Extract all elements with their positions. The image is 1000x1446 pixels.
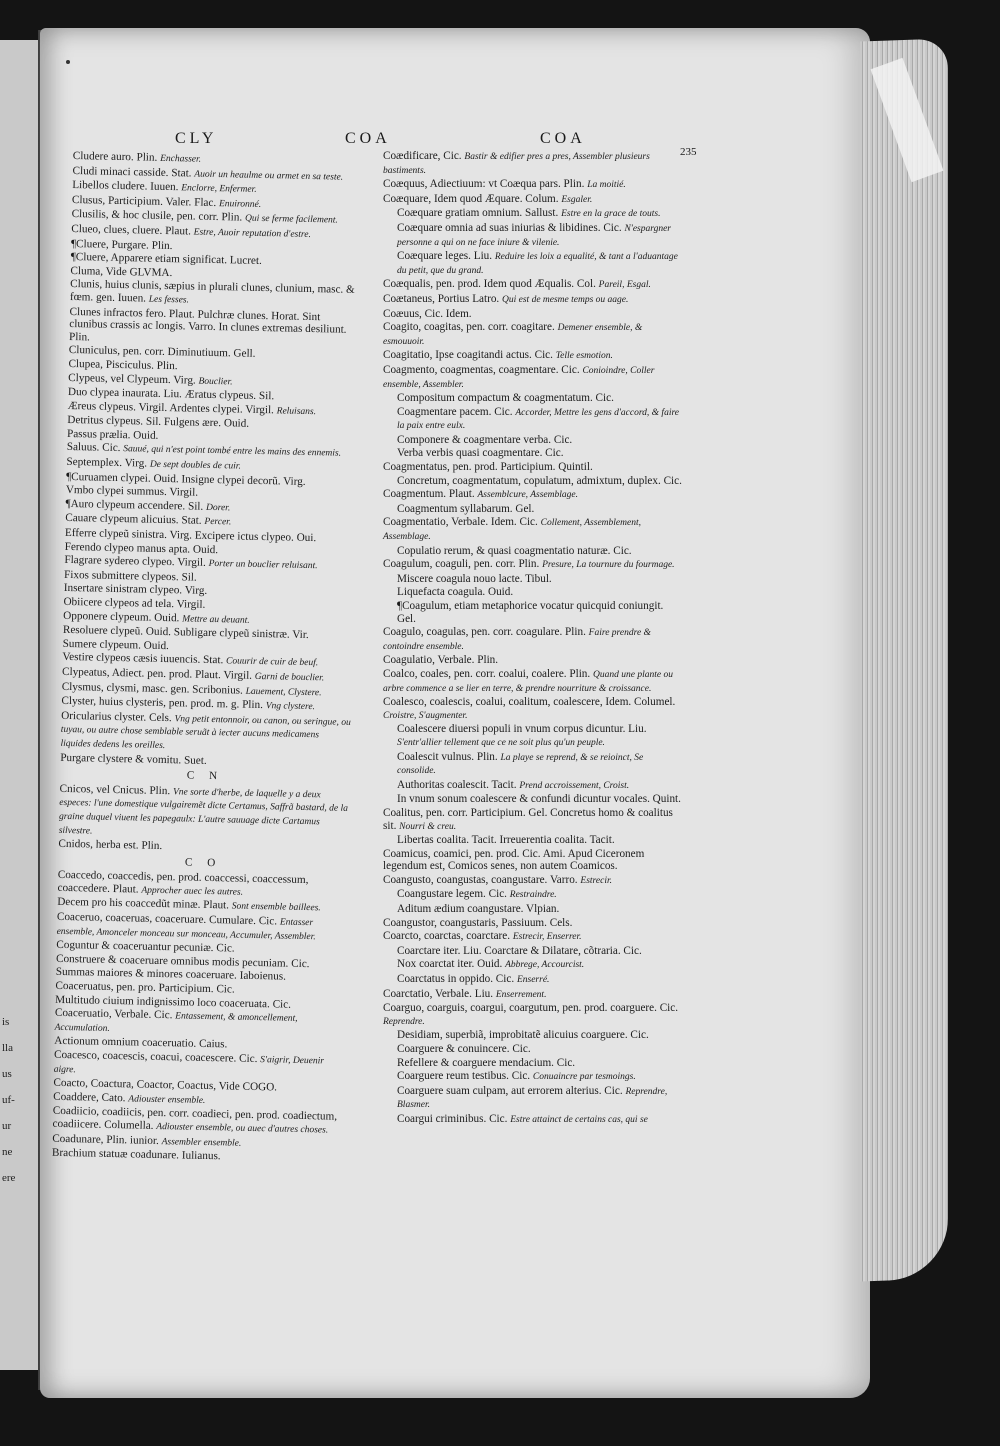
dictionary-entry: [383, 1029, 683, 1042]
entry-latin-text: Resoluere clypeũ. Ouid. Subligare clypeũ sinistræ. Vir.: [62, 624, 309, 642]
entry-latin-text: Coaceruatio, Verbale. Cic.: [54, 1007, 176, 1022]
facing-page-fragment: lla: [2, 1042, 13, 1054]
entry-latin-text: C O: [184, 856, 222, 869]
entry-latin-text: Coangustare legem. Cic.: [397, 888, 510, 901]
entry-latin-text: Coæuus, Cic. Idem.: [383, 307, 472, 320]
entry-french-gloss: Reduire les loix a equalité, & tant a l'aduantage du petit, que du grand.: [397, 252, 678, 276]
entry-latin-text: Clusus, Participium. Valer. Flac.: [71, 193, 220, 209]
entry-french-gloss: Quand une plante ou arbre commence a se lier en terre, & prendre nourriture & croissance.: [383, 669, 673, 694]
entry-latin-text: Sumere clypeum. Ouid.: [62, 637, 170, 652]
entry-latin-text: Cauare clypeum alicuius. Stat.: [65, 512, 205, 528]
entry-latin-text: Coamicus, coamici, pen. prod. Cic. Ami. Apud Ciceronem legendum est, Comicos senes, non autem Coamicos.: [383, 847, 645, 873]
entry-latin-text: Coæquare leges. Liu.: [397, 250, 495, 263]
entry-latin-text: Coagitatio, Ipse coagitandi actus. Cic.: [383, 349, 556, 362]
entry-latin-text: Clypeus, vel Clypeum. Virg.: [68, 371, 199, 387]
entry-latin-text: Coacesco, coacescis, coacui, coacescere. Cic.: [53, 1048, 261, 1066]
entry-french-gloss: La playe se reprend, & se reioinct, Se consolide.: [397, 752, 644, 777]
entry-french-gloss: Reprendre.: [383, 1016, 425, 1027]
entry-french-gloss: Estre en la grace de touts.: [561, 209, 661, 220]
entry-french-gloss: Mettre au deuant.: [182, 613, 250, 626]
running-header-right: COA: [540, 130, 586, 147]
entry-french-gloss: Estrecir.: [580, 875, 612, 886]
entry-latin-text: Clypeatus, Adiect. pen. prod. Plaut. Virgil.: [61, 665, 255, 682]
dictionary-entry: [383, 516, 683, 543]
entry-latin-text: Coagulum, coaguli, pen. corr. Plin.: [383, 558, 543, 571]
entry-latin-text: Coæqualis, pen. prod. Idem quod Æqualis. Col.: [383, 278, 599, 291]
dictionary-entry: [383, 349, 683, 363]
facing-page-fragment: uf-: [2, 1094, 15, 1106]
entry-latin-text: ¶Auro clypeum accendere. Sil.: [65, 497, 207, 513]
dictionary-entry: [383, 888, 683, 902]
dictionary-entry: [383, 1043, 683, 1056]
entry-latin-text: Concretum, coagmentatum, copulatum, admixtum, duplex. Cic.: [397, 474, 682, 487]
entry-french-gloss: N'espargner personne a qui on ne face iniure & vilenie.: [397, 223, 671, 248]
entry-french-gloss: Conioindre, Coller ensemble, Assembler.: [383, 365, 655, 390]
entry-latin-text: Clusilis, & hoc clusile, pen. corr. Plin.: [71, 208, 246, 224]
entry-french-gloss: Adiouster ensemble.: [128, 1094, 206, 1106]
facing-page-fragments: [2, 1015, 15, 1197]
facing-page-fragment: ere: [2, 1172, 16, 1184]
entry-french-gloss: Assemblcure, Assemblage.: [477, 490, 578, 501]
entry-latin-text: Purgare clystere & vomitu. Suet.: [60, 751, 207, 767]
entry-latin-text: Multitudo ciuium indignissimo loco coaceruata. Cic.: [55, 993, 292, 1011]
facing-page-fragment: us: [2, 1068, 12, 1080]
entry-latin-text: Vmbo clypei summus. Virgil.: [65, 484, 199, 499]
entry-latin-text: Coæquare, Idem quod Æquare. Colum.: [383, 192, 562, 205]
entry-french-gloss: Enserré.: [516, 975, 550, 986]
dictionary-entry: [383, 558, 683, 572]
dictionary-entry: [383, 364, 683, 391]
left-column: [52, 150, 363, 1167]
entry-french-gloss: Telle esmotion.: [555, 351, 613, 362]
entry-french-gloss: Les fesses.: [148, 294, 190, 306]
dictionary-entry: [383, 988, 683, 1002]
dictionary-entry: [383, 696, 683, 722]
entry-latin-text: Coætaneus, Portius Latro.: [383, 292, 503, 305]
entry-french-gloss: Prend accroissement, Croist.: [519, 780, 630, 791]
dictionary-entry: [69, 305, 360, 349]
dictionary-entry: [383, 834, 683, 847]
dictionary-entry: [383, 150, 683, 177]
entry-latin-text: Coalescere diuersi populi in vnum corpus dicuntur. Liu.: [397, 723, 647, 736]
facing-page-fragment: ne: [2, 1146, 13, 1158]
entry-latin-text: Clyster, huius clysteris, pen. prod. m. g. Plin.: [61, 695, 266, 712]
entry-latin-text: Fixos submittere clypeos. Sil.: [63, 568, 197, 584]
entry-latin-text: C N: [186, 769, 224, 783]
entry-latin-text: Oricularius clyster. Cels.: [61, 709, 175, 724]
entry-french-gloss: Approcher auec les autres.: [141, 885, 244, 898]
entry-latin-text: Coangusto, coangustas, coangustare. Varro.: [383, 873, 581, 886]
entry-french-gloss: Sont ensemble baillees.: [231, 901, 321, 914]
entry-latin-text: Coarguo, coarguis, coargui, coargutum, pen. prod. coarguere. Cic.: [383, 1002, 679, 1015]
dictionary-entry: [383, 308, 683, 321]
dictionary-entry: [383, 973, 683, 987]
entry-french-gloss: Estre, Auoir reputation d'estre.: [193, 227, 311, 240]
entry-latin-text: Coacto, Coactura, Coactor, Coactus, Vide COGO.: [53, 1076, 278, 1094]
entry-latin-text: Coarctatio, Verbale. Liu.: [383, 987, 496, 1000]
running-header-left: CLY: [175, 130, 218, 147]
entry-latin-text: Coagito, coagitas, pen. corr. coagitare.: [383, 321, 558, 334]
entry-french-gloss: Reluisans.: [276, 406, 317, 417]
entry-french-gloss: Conuaincre par tesmoings.: [532, 1072, 636, 1083]
entry-french-gloss: Vne sorte d'herbe, de laquelle y a deux especes: l'une domestique vulgairemẽt dicte Certamus, Saffrã bastard, de la graine duquel viuent les papegaulx: L'autre sauuage dicte Cartamus silvestre.: [58, 786, 349, 837]
dictionary-entry: [59, 783, 350, 843]
entry-latin-text: Clupea, Pisciculus. Plin.: [68, 357, 178, 373]
entry-latin-text: Coagmentum syllabarum. Gel.: [397, 502, 535, 515]
dictionary-entry: [383, 503, 683, 516]
entry-latin-text: Summas maiores & minores coaceruare. Iaboienus.: [55, 966, 287, 984]
entry-latin-text: Coaddere, Cato.: [53, 1090, 129, 1105]
entry-french-gloss: Entasser ensemble, Amonceler monceau sur monceau, Accumuler, Assembler.: [56, 917, 316, 942]
dictionary-entry: [383, 958, 683, 972]
dictionary-entry: [383, 600, 683, 625]
dictionary-entry: [383, 874, 683, 888]
entry-latin-text: Coaceruatus, pen. pro. Participium. Cic.: [55, 979, 235, 996]
dictionary-entry: [383, 222, 683, 249]
entry-french-gloss: Bastir & edifier pres a pres, Assembler plusieurs bastiments.: [383, 152, 650, 176]
dictionary-entry: [383, 848, 683, 873]
entry-latin-text: Coagmento, coagmentas, coagmentare. Cic.: [383, 363, 583, 376]
entry-latin-text: ¶Curuamen clypei. Ouid. Insigne clypei decorũ. Virg.: [66, 470, 306, 488]
entry-french-gloss: Estrecir, Enserrer.: [512, 932, 582, 943]
dictionary-entry: [383, 207, 683, 221]
entry-latin-text: Coagmentare pacem. Cic.: [397, 405, 516, 418]
dictionary-entry: [383, 475, 683, 488]
entry-french-gloss: Enuironné.: [218, 198, 262, 210]
entry-latin-text: Actionum omnium coaceruatio. Caius.: [54, 1035, 228, 1051]
dictionary-entry: [383, 807, 683, 833]
entry-french-gloss: Dorer.: [205, 502, 231, 514]
entry-french-gloss: De sept doubles de cuir.: [149, 459, 241, 472]
entry-french-gloss: Percer.: [204, 517, 232, 528]
entry-latin-text: Coagmentatio, Verbale. Idem. Cic.: [383, 516, 541, 529]
entry-latin-text: Coæquare omnia ad suas iniurias & libidines. Cic.: [397, 221, 625, 234]
entry-latin-text: Flagrare sydereo clypeo. Virgil.: [64, 554, 209, 570]
ink-dot: [66, 60, 70, 64]
entry-latin-text: Obiicere clypeos ad tela. Virgil.: [63, 595, 206, 611]
entry-french-gloss: Reprendre, Blasmer.: [397, 1086, 668, 1111]
entry-latin-text: Coarguere reum testibus. Cic.: [397, 1070, 533, 1083]
entry-french-gloss: Enclorre, Enfermer.: [181, 183, 257, 196]
running-header-middle: COA: [345, 130, 391, 147]
entry-latin-text: Coguntur & coaceruantur pecuniæ. Cic.: [56, 939, 235, 955]
entry-latin-text: Cludi minaci casside. Stat.: [72, 164, 195, 180]
entry-latin-text: Cluma, Vide GLVMA.: [70, 264, 173, 279]
facing-page-fragment: is: [2, 1016, 10, 1028]
dictionary-entry: [383, 1070, 683, 1084]
dictionary-entry: [383, 461, 683, 474]
entry-french-gloss: Presure, La tournure du fourmage.: [542, 560, 675, 571]
entry-french-gloss: Porter un bouclier reluisant.: [208, 559, 318, 572]
entry-latin-text: Coæquare gratiam omnium. Sallust.: [397, 207, 562, 220]
dictionary-entry: [383, 193, 683, 207]
entry-french-gloss: Bouclier.: [198, 376, 233, 387]
dictionary-entry: [383, 1085, 683, 1112]
entry-latin-text: Coalco, coales, pen. corr. coalui, coalere. Plin.: [383, 667, 593, 680]
entry-latin-text: ¶Cluere, Purgare. Plin.: [70, 237, 173, 252]
dictionary-entry: [383, 392, 683, 405]
entry-latin-text: ¶Cluere, Apparere etiam significat. Lucret.: [70, 251, 262, 268]
page-block-edge: [860, 38, 948, 1281]
entry-latin-text: Septemplex. Virg.: [66, 455, 151, 470]
entry-latin-text: Coarcto, coarctas, coarctare.: [383, 930, 513, 943]
entry-french-gloss: Nourri & creu.: [399, 821, 457, 832]
entry-latin-text: Decem pro his coaccedũt minæ. Plaut.: [57, 896, 232, 912]
entry-french-gloss: Faire prendre & contoindre ensemble.: [383, 628, 651, 652]
entry-latin-text: Duo clypea inaurata. Liu. Æratus clypeus. Sil.: [67, 386, 275, 403]
dictionary-entry: [383, 1113, 683, 1127]
entry-latin-text: Clueo, clues, cluere. Plaut.: [71, 222, 194, 238]
entry-french-gloss: Restraindre.: [509, 890, 557, 901]
dictionary-entry: [383, 917, 683, 930]
entry-latin-text: Coalesco, coalescis, coalui, coalitum, coalescere, Idem. Columel.: [383, 696, 676, 709]
dictionary-entry: [383, 178, 683, 192]
entry-latin-text: Coarctatus in oppido. Cic.: [397, 973, 517, 986]
entry-latin-text: Coadiicio, coadiicis, pen. corr. coadieci, pen. prod. coadiectum, coadiicere. Columella.: [52, 1105, 338, 1132]
entry-french-gloss: Auoir un heaulme ou armet en sa teste.: [194, 169, 344, 183]
page-number: 235: [680, 146, 697, 158]
dictionary-entry: [383, 626, 683, 653]
entry-latin-text: Componere & coagmentare verba. Cic.: [397, 433, 573, 446]
dictionary-entry: [383, 278, 683, 292]
entry-french-gloss: Accorder, Mettre les gens d'accord, & faire la paix entre eulx.: [397, 407, 680, 432]
dictionary-entry: [383, 751, 683, 778]
dictionary-entry: [383, 488, 683, 502]
entry-latin-text: Libellos cludere. Iuuen.: [72, 179, 182, 194]
dictionary-entry: [383, 406, 683, 433]
entry-french-gloss: Vng petit entonnoir, ou canon, ou seringue, ou tuyau, ou autre chose semblable seruãt à iecter aucuns medicamens liquides dedens les oreilles.: [60, 714, 351, 751]
entry-latin-text: In vnum sonum coalescere & confundi dicuntur vocales. Quint.: [397, 793, 681, 806]
entry-latin-text: Coarctare iter. Liu. Coarctare & Dilatare, cõtraria. Cic.: [397, 944, 642, 957]
entry-latin-text: Brachium statuæ coadunare. Iulianus.: [51, 1146, 221, 1163]
entry-latin-text: Coadunare, Plin. iunior.: [52, 1132, 162, 1147]
entry-latin-text: Efferre clypeũ sinistra. Virg. Excipere ictus clypeo. Oui.: [64, 526, 317, 545]
entry-latin-text: Saluus. Cic.: [66, 441, 124, 455]
entry-french-gloss: S'aigrir, Deuenir aigre.: [53, 1055, 325, 1075]
entry-latin-text: Coaccedo, coaccedis, pen. prod. coaccessi, coaccessum, coaccedere. Plaut.: [57, 869, 309, 896]
entry-latin-text: Cludere auro. Plin.: [72, 150, 161, 164]
dictionary-entry: [383, 1057, 683, 1070]
entry-french-gloss: Estre attainct de certains cas, qui se: [510, 1114, 648, 1125]
dictionary-entry: [383, 545, 683, 558]
dictionary-entry: [383, 586, 683, 599]
dictionary-entry: [383, 293, 683, 307]
entry-french-gloss: Adiouster ensemble, ou auec d'autres choses.: [156, 1121, 329, 1136]
facing-page-fragment: ur: [2, 1120, 12, 1132]
dictionary-entry: [383, 903, 683, 916]
entry-latin-text: Copulatio rerum, & quasi coagmentatio naturæ. Cic.: [397, 544, 632, 557]
dictionary-entry: [383, 930, 683, 944]
entry-french-gloss: Couurir de cuir de beuf.: [225, 656, 319, 669]
entry-latin-text: Authoritas coalescit. Tacit.: [397, 778, 520, 791]
entry-french-gloss: La moitié.: [587, 180, 626, 191]
entry-latin-text: Coarguere & conuincere. Cic.: [397, 1043, 531, 1055]
dictionary-entry: [383, 1002, 683, 1028]
entry-french-gloss: Demener ensemble, & esmouuoir.: [383, 323, 643, 347]
entry-latin-text: Coarguere suam culpam, aut errorem alterius. Cic.: [397, 1084, 626, 1097]
entry-latin-text: Detritus clypeus. Sil. Fulgens ære. Ouid.: [67, 414, 250, 431]
entry-latin-text: Coagulatio, Verbale. Plin.: [383, 654, 499, 667]
entry-french-gloss: Pareil, Esgal.: [598, 280, 651, 291]
entry-latin-text: Vestire clypeos cæsis iuuencis. Stat.: [62, 651, 227, 667]
entry-latin-text: Coagmentum. Plaut.: [383, 488, 478, 501]
entry-latin-text: Clysmus, clysmi, masc. gen. Scribonius.: [61, 680, 246, 697]
right-column: [383, 150, 683, 1128]
dictionary-entry: [383, 321, 683, 348]
dictionary-entry: [383, 779, 683, 793]
entry-french-gloss: Collement, Assemblement, Assemblage.: [383, 518, 641, 543]
dictionary-entry: [383, 668, 683, 695]
entry-latin-text: Libertas coalita. Tacit. Irreuerentia coalita. Tacit.: [397, 834, 615, 847]
entry-latin-text: Opponere clypeum. Ouid.: [63, 609, 183, 624]
entry-latin-text: Coædificare, Cic.: [383, 150, 465, 162]
entry-latin-text: Coangustor, coangustaris, Passiuum. Cels.: [383, 916, 573, 929]
entry-latin-text: Cnidos, herba est. Plin.: [58, 837, 163, 853]
entry-latin-text: Coagmentatus, pen. prod. Participium. Quintil.: [383, 461, 593, 474]
entry-latin-text: Coagulo, coagulas, pen. corr. coagulare. Plin.: [383, 626, 589, 639]
entry-french-gloss: Garni de bouclier.: [254, 671, 325, 684]
entry-latin-text: Coalescit vulnus. Plin.: [397, 750, 501, 763]
entry-latin-text: Verba verbis quasi coagmentare. Cic.: [397, 447, 564, 460]
entry-latin-text: Cluniculus, pen. corr. Diminutiuum. Gell.: [68, 344, 256, 361]
entry-french-gloss: Entassement, & amoncellement, Accumulation.: [54, 1011, 298, 1034]
dictionary-entry: [383, 654, 683, 667]
entry-latin-text: Construere & coaceruare omnibus modis pecuniam. Cic.: [55, 952, 310, 970]
entry-latin-text: Miscere coagula nouo lacte. Tibul.: [397, 572, 552, 585]
entry-french-gloss: S'entr'allier tellement que ce ne soit plus qu'un peuple.: [397, 737, 605, 748]
entry-latin-text: Refellere & coarguere mendacium. Cic.: [397, 1056, 576, 1069]
dictionary-entry: [383, 945, 683, 958]
dictionary-entry: [60, 710, 351, 757]
entry-latin-text: Clunis, huius clunis, sæpius in plurali clunes, clunium, masc. & fœm. gen. Iuuen.: [69, 278, 355, 305]
entry-french-gloss: Croistre, S'augmenter.: [383, 710, 468, 721]
entry-french-gloss: Qui se ferme facilement.: [244, 213, 338, 226]
entry-french-gloss: Sauué, qui n'est point tombé entre les mains des ennemis.: [123, 444, 342, 460]
dictionary-entry: [383, 447, 683, 460]
entry-latin-text: Passus prælia. Ouid.: [66, 427, 159, 442]
entry-french-gloss: Qui est de mesme temps ou aage.: [502, 294, 629, 305]
entry-latin-text: Coalitus, pen. corr. Participium. Gel. Concretus homo & coalitus sit.: [383, 806, 673, 832]
entry-latin-text: Coæquus, Adiectiuum: vt Coæqua pars. Plin.: [383, 178, 588, 191]
dictionary-entry: [383, 434, 683, 447]
entry-latin-text: Coaceruo, coaceruas, coaceruare. Cumulare. Cic.: [56, 910, 281, 928]
dictionary-entry: [383, 793, 683, 806]
entry-latin-text: Æreus clypeus. Virgil. Ardentes clypei. Virgil.: [67, 399, 277, 417]
entry-french-gloss: Enserrement.: [495, 989, 547, 1000]
entry-french-gloss: Enchasser.: [160, 153, 202, 165]
entry-latin-text: Liquefacta coagula. Ouid.: [397, 586, 514, 599]
entry-latin-text: Coargui criminibus. Cic.: [397, 1112, 511, 1125]
entry-french-gloss: Vng clystere.: [265, 701, 316, 713]
entry-latin-text: Insertare sinistram clypeo. Virg.: [63, 582, 208, 598]
entry-latin-text: Desidiam, superbiã, improbitatẽ alicuius coarguere. Cic.: [397, 1029, 649, 1042]
entry-latin-text: Clunes infractos fero. Plaut. Pulchræ clunes. Horat. Sint clunibus crassis ac longis. Varro. In clunes extremas desiliunt. Plin.: [68, 305, 347, 344]
dictionary-entry: [383, 723, 683, 749]
entry-french-gloss: Assembler ensemble.: [161, 1136, 242, 1149]
entry-latin-text: Cnicos, vel Cnicus. Plin.: [59, 782, 174, 797]
entry-french-gloss: Esgaler.: [561, 194, 593, 205]
entry-french-gloss: Lauement, Clystere.: [245, 686, 322, 698]
entry-french-gloss: Abbrege, Accourcist.: [505, 960, 585, 971]
dictionary-entry: [383, 573, 683, 586]
dictionary-entry: [383, 250, 683, 277]
entry-latin-text: Nox coarctat iter. Ouid.: [397, 958, 506, 971]
entry-latin-text: Compositum compactum & coagmentatum. Cic.: [397, 392, 614, 405]
facing-page-edge: [0, 40, 40, 1370]
entry-latin-text: Aditum ædium coangustare. Vlpian.: [397, 903, 560, 916]
entry-latin-text: Ferendo clypeo manus apta. Ouid.: [64, 540, 219, 556]
entry-latin-text: ¶Coagulum, etiam metaphorice vocatur quicquid coniungit. Gel.: [397, 600, 664, 625]
